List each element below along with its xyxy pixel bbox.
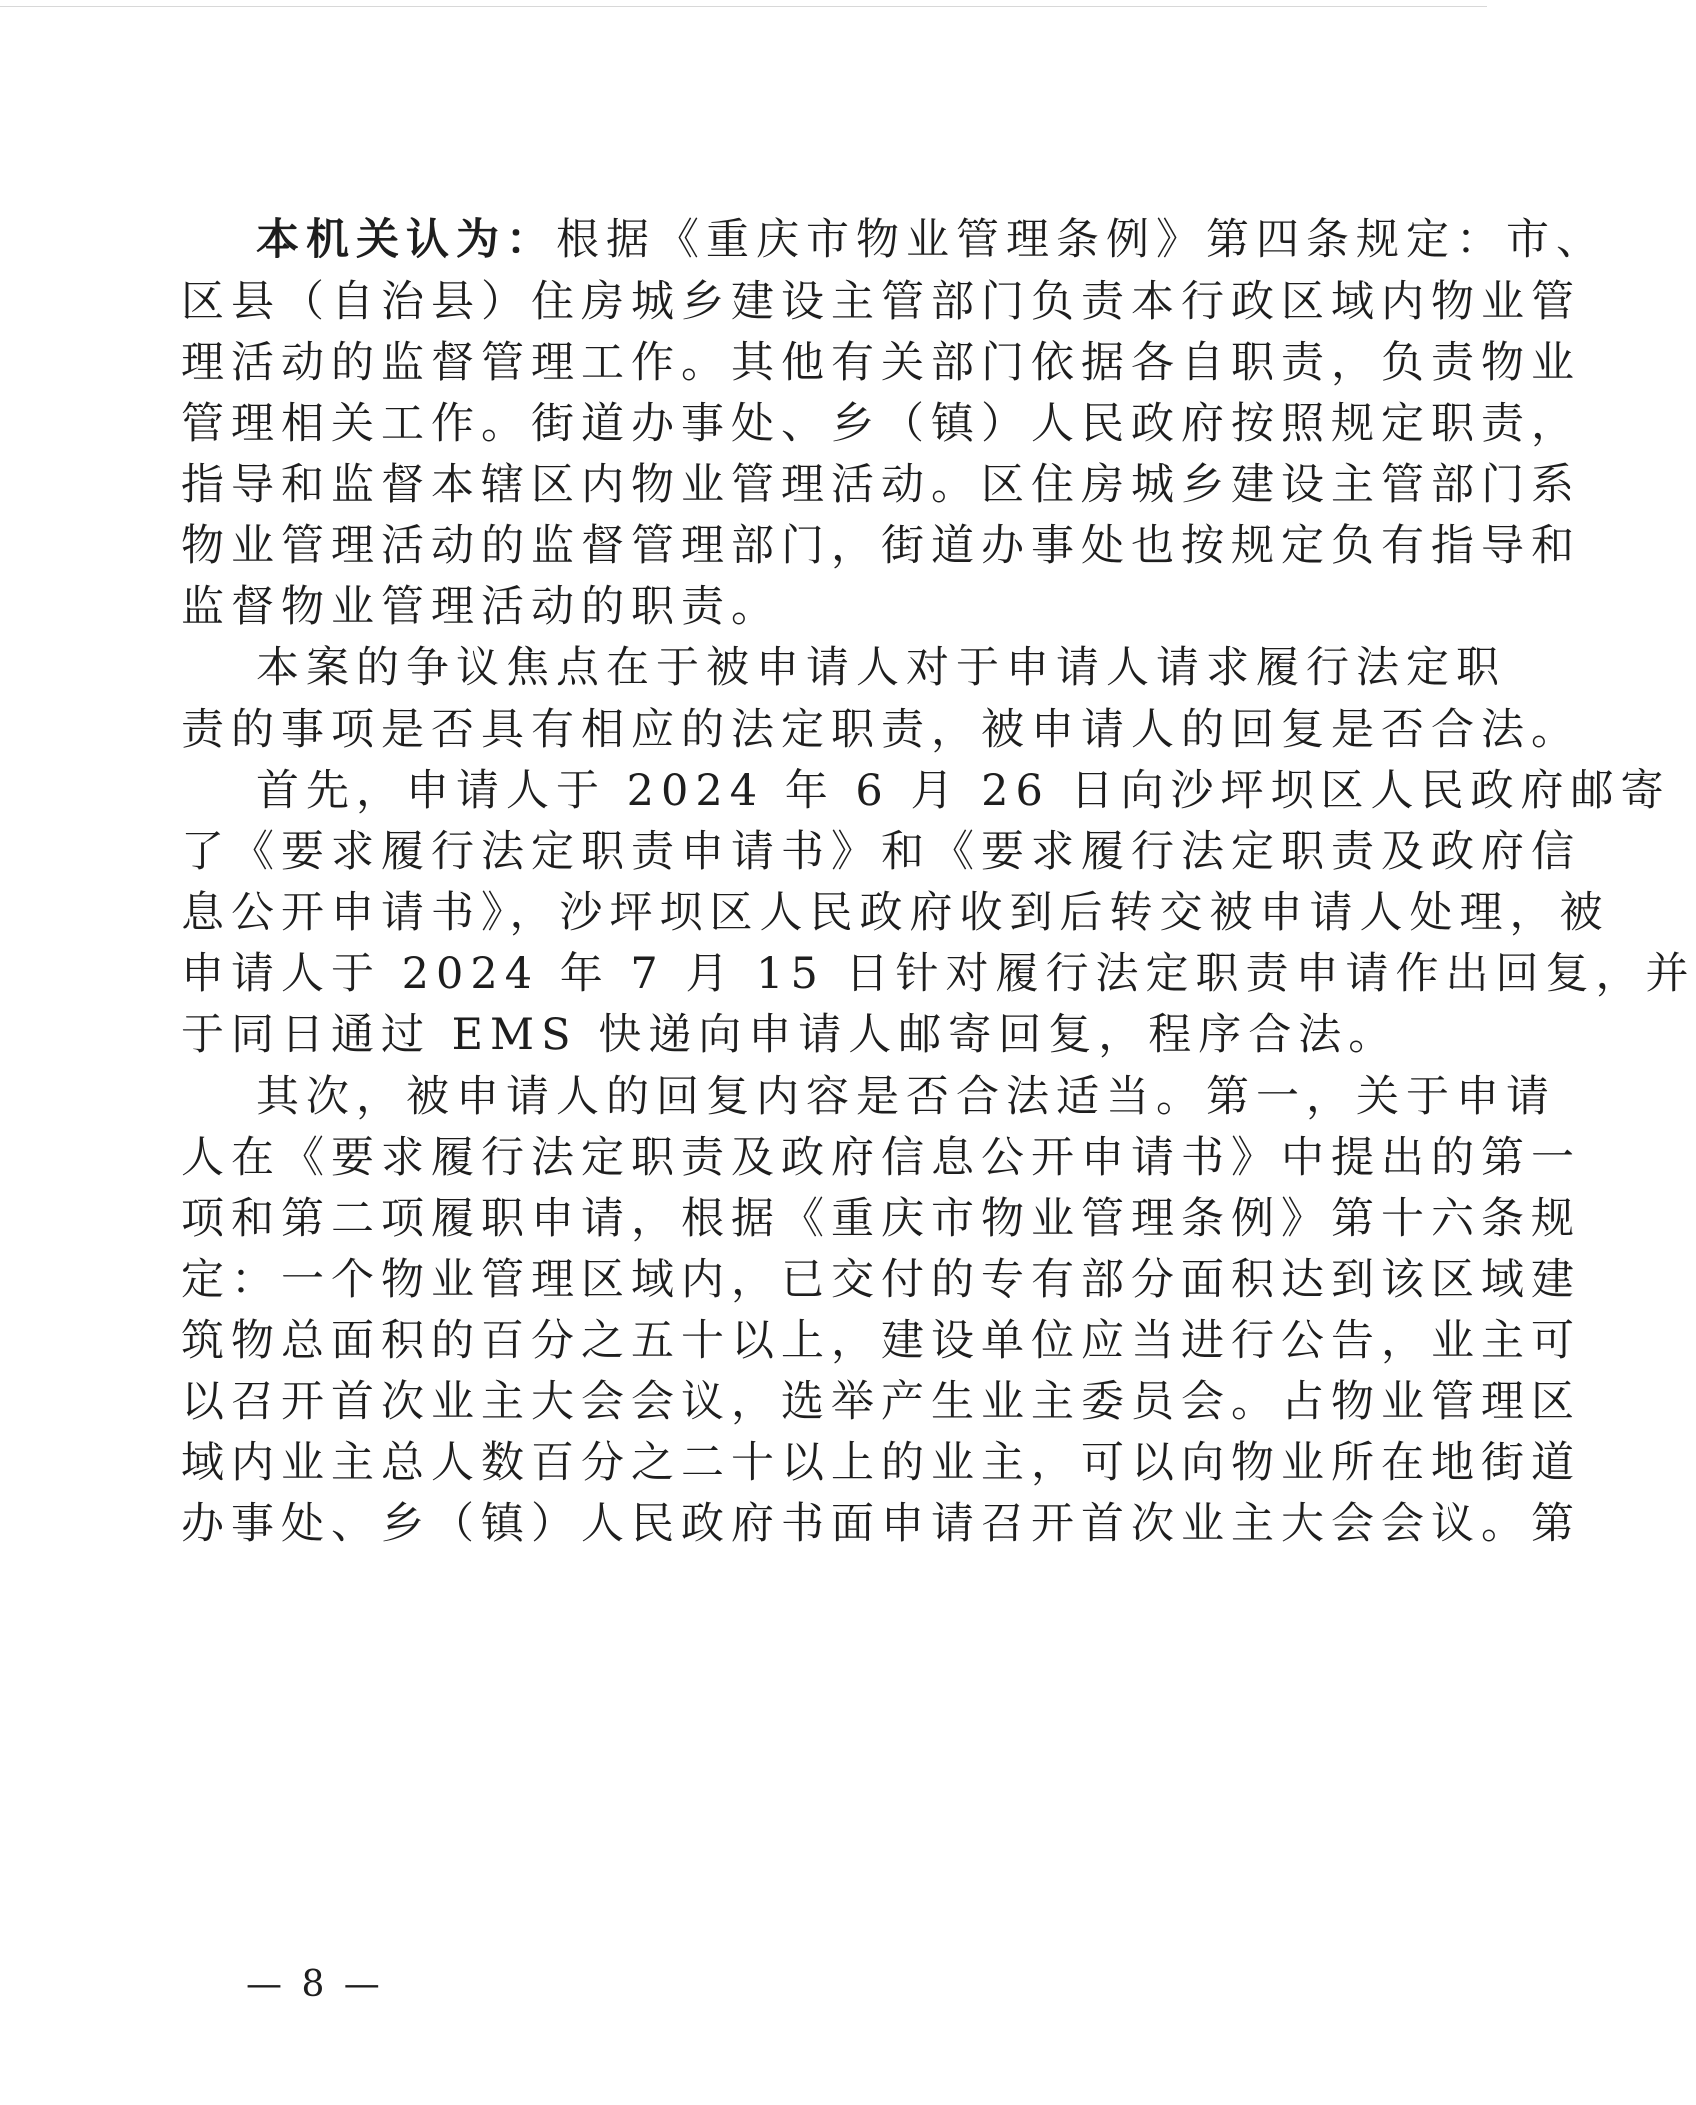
text-line: 办事处、乡（镇）人民政府书面申请召开首次业主大会会议。第	[181, 1499, 1581, 1549]
text-line: 息公开申请书》，沙坪坝区人民政府收到后转交被申请人处理，被	[181, 888, 1610, 938]
text-line: 定：一个物业管理区域内，已交付的专有部分面积达到该区域建	[181, 1255, 1581, 1305]
paragraph-1-line-1	[256, 213, 1606, 267]
text-line: 本案的争议焦点在于被申请人对于申请人请求履行法定职	[256, 643, 1506, 693]
text-line: 根据《重庆市物业管理条例》第四条规定：市、	[556, 215, 1606, 265]
text-line: 了《要求履行法定职责申请书》和《要求履行法定职责及政府信	[181, 827, 1581, 877]
text-line: 区县（自治县）住房城乡建设主管部门负责本行政区域内物业管	[181, 277, 1581, 327]
text-line: 申请人于 2024 年 7 月 15 日针对履行法定职责申请作出回复，并	[181, 949, 1696, 999]
text-line: 指导和监督本辖区内物业管理活动。区住房城乡建设主管部门系	[181, 460, 1581, 510]
text-line: 监督物业管理活动的职责。	[181, 582, 781, 632]
text-line: 域内业主总人数百分之二十以上的业主，可以向物业所在地街道	[181, 1438, 1581, 1488]
text-line: 管理相关工作。街道办事处、乡（镇）人民政府按照规定职责，	[181, 399, 1581, 449]
text-line: 其次，被申请人的回复内容是否合法适当。第一，关于申请	[256, 1072, 1556, 1122]
text-line: 以召开首次业主大会会议，选举产生业主委员会。占物业管理区	[181, 1377, 1581, 1427]
conclusion-lead: 本机关认为：	[256, 215, 556, 265]
scan-top-edge	[0, 6, 1487, 7]
text-line: 物业管理活动的监督管理部门，街道办事处也按规定负有指导和	[181, 521, 1581, 571]
text-line: 于同日通过 EMS 快递向申请人邮寄回复，程序合法。	[181, 1010, 1399, 1060]
page-number: — 8 —	[246, 1964, 384, 2005]
text-line: 责的事项是否具有相应的法定职责，被申请人的回复是否合法。	[181, 705, 1581, 755]
text-line: 理活动的监督管理工作。其他有关部门依据各自职责，负责物业	[181, 338, 1581, 388]
text-line: 项和第二项履职申请，根据《重庆市物业管理条例》第十六条规	[181, 1194, 1581, 1244]
text-line: 筑物总面积的百分之五十以上，建设单位应当进行公告，业主可	[181, 1316, 1581, 1366]
text-line: 首先，申请人于 2024 年 6 月 26 日向沙坪坝区人民政府邮寄	[256, 766, 1671, 816]
text-line: 人在《要求履行法定职责及政府信息公开申请书》中提出的第一	[181, 1133, 1581, 1183]
